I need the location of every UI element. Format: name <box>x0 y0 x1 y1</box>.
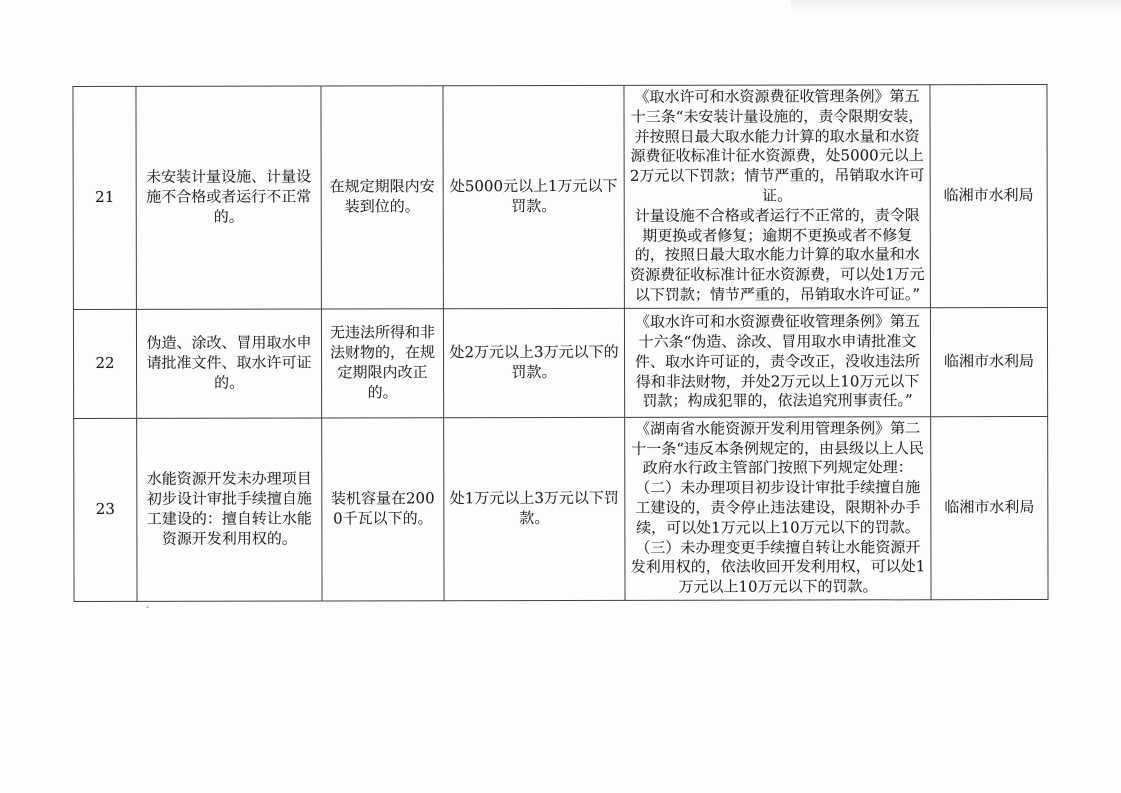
agency-cell: 临湘市水利局 <box>930 84 1047 307</box>
legal-basis-paragraph: 计量设施不合格或者运行不正常的，责令限期更换或者修复；逾期不更换或者不修复的，按照日最大取水能力计算的取水量和水资源费征收标准计征水资源费，可以处1万元以下罚款；情节严重的，吊销取水许可证。” <box>630 206 925 304</box>
legal-basis-paragraph: 《湖南省水能资源开发利用管理条例》第二十一条“违反本条例规定的，由县级以上人民政府水行政主管部门按照下列规定处理：（二）未办理项目初步设计审批手续擅自施工建设的，责令停止违法建设，限期补办手续，可以处1万元以上10万元以下的罚款。（三）未办理变更手续擅自转让水能资源开发利用权的，依法收回开发利用权，可以处1万元以上10万元以下的罚款。 <box>630 419 926 596</box>
penalty-table <box>72 84 1048 602</box>
violation-cell: 伪造、涂改、冒用取水申请批准文件、取水许可证的。 <box>136 309 321 418</box>
scan-streak-artifact <box>791 0 1121 14</box>
legal-basis-cell <box>625 416 931 600</box>
condition-cell: 装机容量在2000千瓦以下的。 <box>322 418 444 601</box>
table-row-23 <box>74 416 1048 601</box>
legal-basis-paragraph: 《取水许可和水资源费征收管理条例》第五十三条“未安装计量设施的，责令限期安装，并按照日最大取水能力计算的取水量和水资源费征收标准计征水资源费，处5000元以上2万元以下罚款；情节严重的，吊销取水许可证。 <box>629 87 925 205</box>
condition-cell: 无违法所得和非法财物的，在规定期限内改正的。 <box>321 309 443 418</box>
agency-cell: 临湘市水利局 <box>930 307 1047 416</box>
penalty-cell: 处1万元以上3万元以下罚款。 <box>444 417 625 601</box>
penalty-cell: 处2万元以上3万元以下的罚款。 <box>443 308 624 417</box>
legal-basis-paragraph: 《取水许可和水资源费征收管理条例》第五十六条“伪造、涂改、冒用取水申请批准文件、取水许可证的，责令改正，没收违法所得和非法财物，并处2万元以上10万元以下罚款；构成犯罪的，依法追究刑事责任。” <box>634 312 921 411</box>
scan-speck-artifact <box>146 606 149 608</box>
legal-basis-cell <box>624 307 930 417</box>
table-row-22 <box>73 307 1047 418</box>
row-number-cell: 23 <box>74 418 137 601</box>
violation-cell: 未安装计量设施、计量设施不合格或者运行不正常的。 <box>136 86 321 309</box>
row-number-cell: 22 <box>73 309 136 418</box>
agency-cell: 临湘市水利局 <box>931 416 1048 599</box>
table-row-21 <box>73 84 1047 309</box>
condition-cell: 在规定期限内安装到位的。 <box>321 86 443 309</box>
row-number-cell: 21 <box>73 86 136 309</box>
legal-basis-cell <box>624 85 930 308</box>
penalty-cell: 处5000元以上1万元以下罚款。 <box>443 85 624 308</box>
violation-cell: 水能资源开发未办理项目初步设计审批手续擅自施工建设的：擅自转让水能资源开发利用权的。 <box>137 418 322 602</box>
